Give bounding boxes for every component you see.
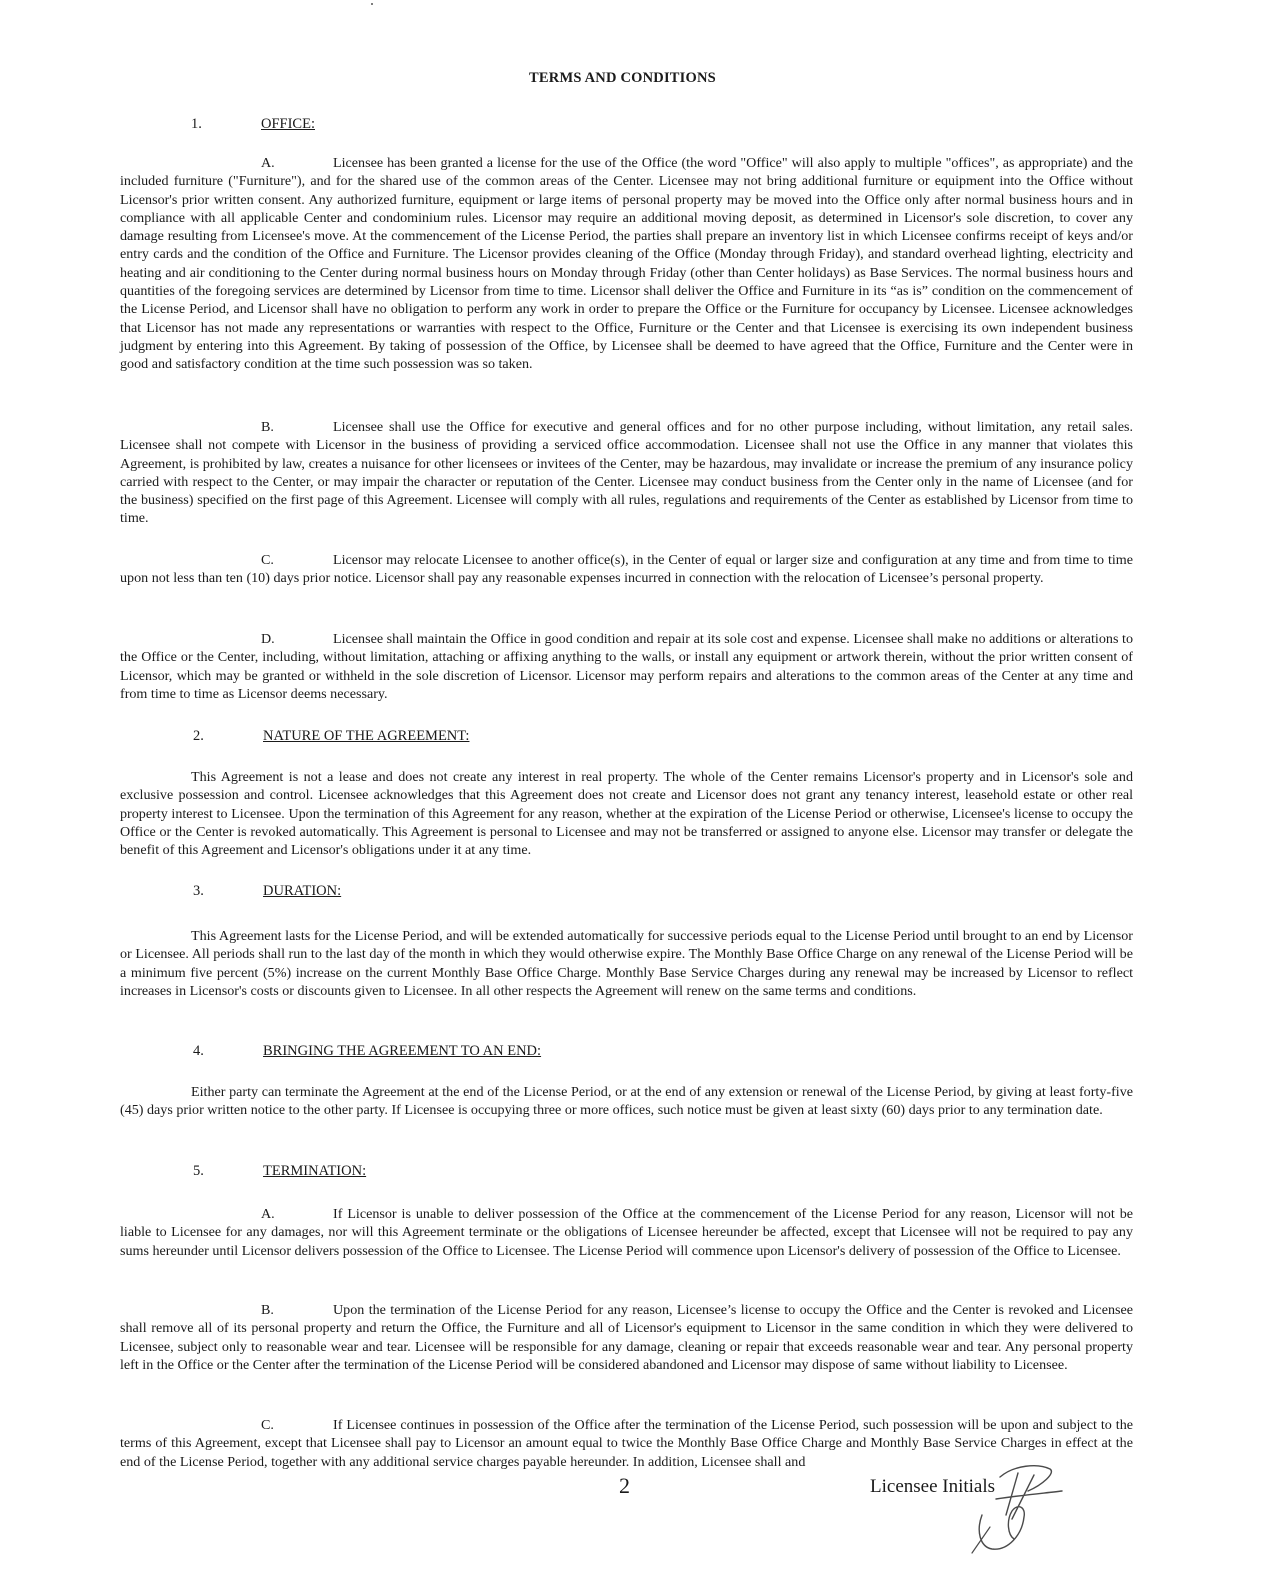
section-title: BRINGING THE AGREEMENT TO AN END:	[263, 1043, 542, 1059]
paragraph-1d	[120, 630, 1133, 703]
paragraph-text: Licensee has been granted a license for the use of the Office (the word "Office" will also apply to multiple "offices", as appropriate) and the included furniture ("Furniture"), and for the shared use of the common areas of the Center. Licensee may not bring additional furniture or equipment into the Office without Licensor's prior written consent. Any authorized furniture, equipment or large items of personal property may be moved into the Office only after normal business hours and in compliance with all applicable Center and condominium rules. Licensor may require an additional moving deposit, as determined in Licensor's sole discretion, to cover any damage resulting from Licensee's move. At the commencement of the License Period, the parties shall prepare an inventory list in which Licensee confirms receipt of keys and/or entry cards and the condition of the Office and Furniture. The Licensor provides cleaning of the Office (Monday through Friday), and standard overhead lighting, electricity and heating and air conditioning to the Center during normal business hours on Monday through Friday (other than Center holidays) as Base Services. The normal business hours and quantities of the foregoing services are determined by Licensor from time to time. Licensor shall deliver the Office and Furniture in its “as is” condition on the commencement of the License Period, and Licensor shall have no obligation to perform any work in order to prepare the Office or the Furniture for occupancy by Licensee. Licensee acknowledges that Licensor has not made any representations or warranties with respect to the Office, Furniture or the Center and that Licensee is exercising its own independent business judgment by entering into this Agreement. By taking of possession of the Office, by Licensee shall be deemed to have agreed that the Office, Furniture and the Center were in good and satisfactory condition at the time such possession was so taken.	[120, 155, 1133, 373]
paragraph-label: B.	[261, 419, 274, 435]
paragraph-label: A.	[261, 155, 275, 171]
paragraph-1b	[120, 418, 1133, 528]
paragraph-5b	[120, 1301, 1133, 1374]
section-number: 2.	[193, 728, 204, 744]
paragraph-1c	[120, 551, 1133, 588]
section-title: DURATION:	[263, 883, 342, 899]
paragraph-2	[120, 768, 1133, 859]
handwritten-initials-signature	[962, 1455, 1072, 1555]
paragraph-label: B.	[261, 1302, 274, 1318]
section-number: 3.	[193, 883, 204, 899]
paragraph-text: If Licensee continues in possession of the Office after the termination of the License Period, such possession will be upon and subject to the terms of this Agreement, except that Licensee shall pay to Licensor an amount equal to twice the Monthly Base Office Charge and Monthly Base Service Charges in effect at the end of the License Period, together with any additional service charges payable hereunder. In addition, Licensee shall and	[120, 1417, 1133, 1470]
paragraph-text: Licensee shall use the Office for executive and general offices and for no other purpose including, without limitation, any retail sales. Licensee shall not compete with Licensor in the business of providing a serviced office accommodation. Licensee shall not use the Office in any manner that violates this Agreement, is prohibited by law, creates a nuisance for other licensees or invitees of the Center, may be hazardous, may invalidate or increase the premium of any insurance policy carried with respect to the Center, or may impair the character or reputation of the Center. Licensee may conduct business from the Center only in the name of Licensee (and for the business) specified on the first page of this Agreement. Licensee will comply with all rules, regulations and requirements of the Center as established by Licensor from time to time.	[120, 419, 1133, 527]
paragraph-5a	[120, 1205, 1133, 1260]
paragraph-text: If Licensor is unable to deliver possession of the Office at the commencement of the License Period for any reason, Licensor will not be liable to Licensee for any damages, nor will this Agreement terminate or the obligations of Licensee hereunder be affected, except that Licensee will not be required to pay any sums hereunder until Licensor delivers possession of the Office to Licensee. The License Period will commence upon Licensor's delivery of possession of the Office to Licensee.	[120, 1206, 1133, 1259]
section-title: OFFICE:	[261, 116, 315, 132]
paragraph-text: Upon the termination of the License Period for any reason, Licensee’s license to occupy the Office and the Center is revoked and Licensee shall remove all of its personal property and return the Office, the Furniture and all of Licensor's equipment to Licensor in the same condition in which they were delivered to Licensee, subject only to reasonable wear and tear. Licensee will be responsible for any damage, cleaning or repair that exceeds reasonable wear and tear. Any personal property left in the Office or the Center after the termination of the License Period will be considered abandoned and Licensor may dispose of same without liability to Licensee.	[120, 1302, 1133, 1373]
section-title: NATURE OF THE AGREEMENT:	[263, 728, 470, 744]
section-number: 1.	[191, 116, 202, 132]
paragraph-text: This Agreement is not a lease and does not create any interest in real property. The whole of the Center remains Licensor's property and in Licensor's sole and exclusive possession and control. Licensee acknowledges that this Agreement does not create and Licensor does not grant any tenancy interest, leasehold estate or other real property interest to Licensee. Upon the termination of this Agreement for any reason, whether at the expiration of the License Period or otherwise, Licensee's license to occupy the Office or the Center is revoked automatically. This Agreement is personal to Licensee and may not be transferred or assigned to anyone else. Licensor may transfer or delegate the benefit of this Agreement and Licensor's obligations under it at any time.	[120, 769, 1133, 859]
paragraph-3	[120, 927, 1133, 1000]
section-number: 5.	[193, 1163, 204, 1179]
document-title: TERMS AND CONDITIONS	[529, 70, 716, 86]
paragraph-1a	[120, 154, 1133, 374]
paragraph-text: Licensor may relocate Licensee to another office(s), in the Center of equal or larger size and configuration at any time and from time to time upon not less than ten (10) days prior notice. Licensor shall pay any reasonable expenses incurred in connection with the relocation of Licensee’s personal property.	[120, 552, 1133, 587]
initials-label: Licensee Initials	[870, 1476, 996, 1497]
paragraph-text: This Agreement lasts for the License Period, and will be extended automatically for successive periods equal to the License Period until brought to an end by Licensor or Licensee. All periods shall run to the last day of the month in which they would otherwise expire. The Monthly Base Office Charge on any renewal of the License Period will be a minimum five percent (5%) increase on the current Monthly Base Office Charge. Monthly Base Service Charges during any renewal may be increased by Licensor to reflect increases in Licensor's costs or discounts given to Licensee. In all other respects the Agreement will renew on the same terms and conditions.	[120, 928, 1133, 999]
paragraph-4	[120, 1083, 1133, 1120]
section-title: TERMINATION:	[263, 1163, 367, 1179]
paragraph-text: Licensee shall maintain the Office in good condition and repair at its sole cost and expense. Licensee shall make no additions or alterations to the Office or the Center, including, without limitation, attaching or affixing anything to the walls, or install any equipment or artwork therein, without the prior written consent of Licensor, which may be granted or withheld in the sole discretion of Licensor. Licensor may perform repairs and alterations to the common areas of the Center at any time and from time to time as Licensor deems necessary.	[120, 631, 1133, 702]
scan-speck	[371, 3, 373, 5]
section-number: 4.	[193, 1043, 204, 1059]
page-number: 2	[619, 1473, 630, 1498]
paragraph-text: Either party can terminate the Agreement at the end of the License Period, or at the end of any extension or renewal of the License Period, by giving at least forty-five (45) days prior written notice to the other party. If Licensee is occupying three or more offices, such notice must be given at least sixty (60) days prior to any termination date.	[120, 1084, 1133, 1119]
paragraph-label: A.	[261, 1206, 275, 1222]
paragraph-label: C.	[261, 552, 274, 568]
paragraph-label: C.	[261, 1417, 274, 1433]
paragraph-label: D.	[261, 631, 275, 647]
